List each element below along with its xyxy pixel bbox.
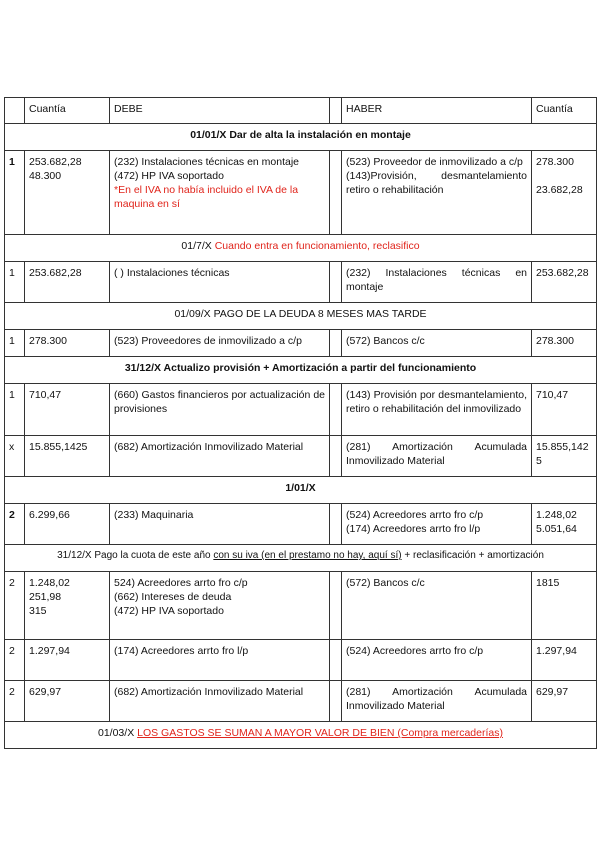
amount-line: 23.682,28 xyxy=(536,184,583,196)
entry-amount-debe xyxy=(25,151,110,235)
entry-debe: (660) Gastos financieros por actualización de provisiones xyxy=(110,384,330,436)
entry-row xyxy=(5,681,597,722)
amount-line: 48.300 xyxy=(29,170,62,182)
entry-spacer xyxy=(330,681,342,722)
account-line: (472) HP IVA soportado xyxy=(114,170,224,182)
section-row xyxy=(5,303,597,330)
entry-spacer xyxy=(330,330,342,357)
header-cuantia-haber: Cuantía xyxy=(532,98,597,124)
entry-haber: (232) Instalaciones técnicas en montaje xyxy=(342,262,532,303)
entry-amount-haber: 629,97 xyxy=(532,681,597,722)
entry-row xyxy=(5,151,597,235)
section-date: 01/7/X xyxy=(181,240,215,252)
entry-number: 1 xyxy=(5,384,25,436)
entry-haber: (281) Amortización Acumulada Inmovilizado Material xyxy=(342,681,532,722)
entry-amount-haber: 253.682,28 xyxy=(532,262,597,303)
entry-debe: (233) Maquinaria xyxy=(110,504,330,545)
section-row xyxy=(5,477,597,504)
account-line: (232) Instalaciones técnicas en montaje xyxy=(114,156,300,168)
note-text: *En el IVA no había incluido el IVA de la maquina en sí xyxy=(114,184,299,210)
entry-debe xyxy=(110,151,330,235)
amount-line: 253.682,28 xyxy=(29,156,82,168)
section-title xyxy=(5,722,597,749)
account-line: (472) HP IVA soportado xyxy=(114,605,224,617)
entry-number: 2 xyxy=(5,681,25,722)
section-title: 01/09/X PAGO DE LA DEUDA 8 MESES MAS TARDE xyxy=(5,303,597,330)
amount-line: 1.248,02 xyxy=(29,577,70,589)
entry-spacer xyxy=(330,640,342,681)
entry-haber: (572) Bancos c/c xyxy=(342,330,532,357)
entry-debe xyxy=(110,572,330,640)
entry-debe: (523) Proveedores de inmovilizado a c/p xyxy=(110,330,330,357)
entry-debe: (682) Amortización Inmovilizado Material xyxy=(110,681,330,722)
section-title: 31/12/X Actualizo provisión + Amortización a partir del funcionamiento xyxy=(5,357,597,384)
account-line: (524) Acreedores arrto fro c/p xyxy=(346,509,484,521)
amount-line: 278.300 xyxy=(536,156,574,168)
header-row xyxy=(5,98,597,124)
entry-row xyxy=(5,436,597,477)
journal-table xyxy=(4,97,597,749)
section-title xyxy=(5,545,597,572)
entry-row xyxy=(5,640,597,681)
header-debe: DEBE xyxy=(110,98,330,124)
entry-row xyxy=(5,504,597,545)
header-num xyxy=(5,98,25,124)
entry-debe: (174) Acreedores arrto fro l/p xyxy=(110,640,330,681)
account-line: (523) Proveedor de inmovilizado a c/p xyxy=(346,156,523,168)
entry-amount-debe xyxy=(25,572,110,640)
entry-amount-haber: 1.297,94 xyxy=(532,640,597,681)
section-text: + reclasificación + amortización xyxy=(401,550,544,561)
entry-debe: (682) Amortización Inmovilizado Material xyxy=(110,436,330,477)
section-row xyxy=(5,124,597,151)
entry-amount-haber xyxy=(532,151,597,235)
account-line: (143)Provisión, desmantelamiento retiro o rehabilitación xyxy=(346,170,527,196)
amount-line: 1.248,02 xyxy=(536,509,577,521)
entry-number: 2 xyxy=(5,640,25,681)
entry-number: x xyxy=(5,436,25,477)
amount-line: 5.051,64 xyxy=(536,523,577,535)
entry-row xyxy=(5,330,597,357)
entry-spacer xyxy=(330,384,342,436)
section-title: 01/01/X Dar de alta la instalación en montaje xyxy=(5,124,597,151)
entry-haber: (281) Amortización Acumulada Inmovilizado Material xyxy=(342,436,532,477)
entry-haber xyxy=(342,151,532,235)
entry-amount-debe: 15.855,1425 xyxy=(25,436,110,477)
amount-line: 251,98 xyxy=(29,591,62,603)
entry-row xyxy=(5,384,597,436)
section-note: LOS GASTOS SE SUMAN A MAYOR VALOR DE BIEN (Compra mercaderías) xyxy=(137,727,503,739)
entry-number: 1 xyxy=(5,330,25,357)
entry-amount-haber xyxy=(532,504,597,545)
section-row xyxy=(5,722,597,749)
header-cuantia-debe: Cuantía xyxy=(25,98,110,124)
entry-number: 2 xyxy=(5,504,25,545)
account-line: (662) Intereses de deuda xyxy=(114,591,232,603)
section-row xyxy=(5,545,597,572)
section-note: Cuando entra en funcionamiento, reclasifico xyxy=(214,240,420,252)
section-row xyxy=(5,235,597,262)
entry-spacer xyxy=(330,504,342,545)
entry-amount-debe: 6.299,66 xyxy=(25,504,110,545)
entry-row xyxy=(5,572,597,640)
entry-row xyxy=(5,262,597,303)
entry-haber xyxy=(342,504,532,545)
section-title xyxy=(5,235,597,262)
entry-amount-debe: 629,97 xyxy=(25,681,110,722)
header-spacer xyxy=(330,98,342,124)
header-haber: HABER xyxy=(342,98,532,124)
section-text: 31/12/X Pago la cuota de este año xyxy=(57,550,214,561)
entry-amount-haber: 1815 xyxy=(532,572,597,640)
entry-debe: ( ) Instalaciones técnicas xyxy=(110,262,330,303)
section-row xyxy=(5,357,597,384)
entry-amount-debe: 278.300 xyxy=(25,330,110,357)
entry-number: 2 xyxy=(5,572,25,640)
entry-amount-debe: 253.682,28 xyxy=(25,262,110,303)
entry-haber: (524) Acreedores arrto fro c/p xyxy=(342,640,532,681)
entry-number: 1 xyxy=(5,262,25,303)
section-underlined: con su iva (en el prestamo no hay, aquí sí) xyxy=(213,550,402,561)
entry-spacer xyxy=(330,151,342,235)
entry-haber: (143) Provisión por desmantelamiento, retiro o rehabilitación del inmovilizado xyxy=(342,384,532,436)
entry-amount-debe: 1.297,94 xyxy=(25,640,110,681)
entry-spacer xyxy=(330,436,342,477)
entry-haber: (572) Bancos c/c xyxy=(342,572,532,640)
entry-amount-debe: 710,47 xyxy=(25,384,110,436)
account-line: (174) Acreedores arrto fro l/p xyxy=(346,523,481,535)
entry-amount-haber: 710,47 xyxy=(532,384,597,436)
section-title: 1/01/X xyxy=(5,477,597,504)
entry-spacer xyxy=(330,572,342,640)
entry-number: 1 xyxy=(5,151,25,235)
entry-amount-haber: 15.855,1425 xyxy=(532,436,597,477)
amount-line: 315 xyxy=(29,605,47,617)
account-line: 524) Acreedores arrto fro c/p xyxy=(114,577,248,589)
entry-amount-haber: 278.300 xyxy=(532,330,597,357)
entry-spacer xyxy=(330,262,342,303)
section-date: 01/03/X xyxy=(98,727,138,739)
